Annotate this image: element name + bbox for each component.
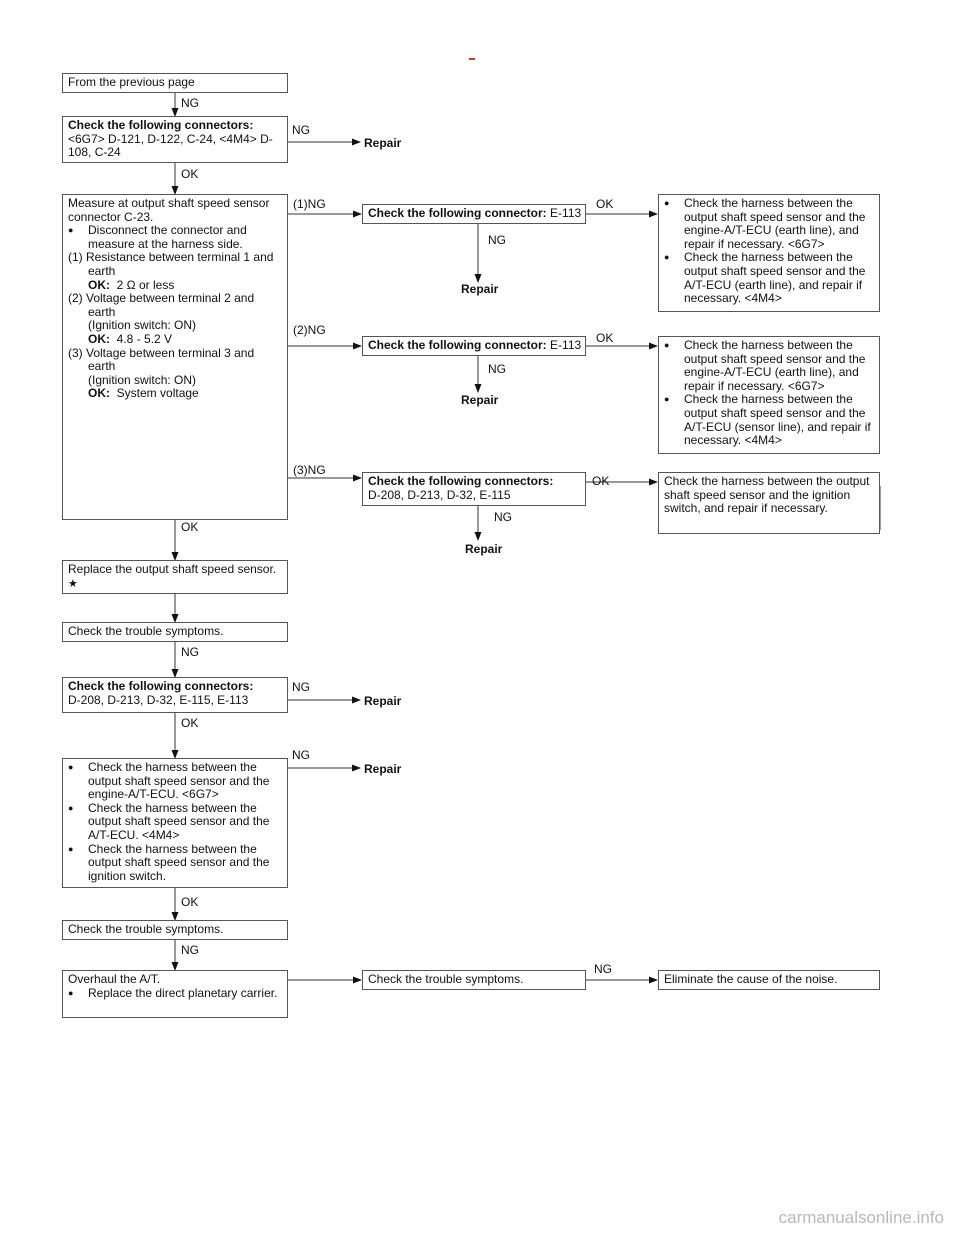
label-ng-harness: NG: [292, 748, 310, 762]
replace-sensor-box: Replace the output shaft speed sensor. ★: [62, 560, 288, 594]
label-ng-e113b: NG: [488, 362, 506, 376]
check-connector-e113-box-2: Check the following connector: E-113: [362, 336, 586, 356]
check-connectors-box-3: Check the following connectors: D-208, D-213, D-32, E-115: [362, 472, 586, 506]
repair-label-3: Repair: [461, 393, 499, 407]
label-ok-e113b: OK: [596, 331, 614, 345]
label-ok-measure: OK: [181, 520, 199, 534]
label-ng-1: (1)NG: [293, 197, 326, 211]
check-trouble-box-1: Check the trouble symptoms.: [62, 622, 288, 642]
check-connector-e113-box-1: Check the following connector: E-113: [362, 204, 586, 224]
check-trouble-box-3: Check the trouble symptoms.: [362, 970, 586, 990]
label-ng-3: (3)NG: [293, 463, 326, 477]
overhaul-box: Overhaul the A/T. ● Replace the direct planetary carrier.: [62, 970, 288, 1018]
harness-box-a: ● Check the harness between the output shaft speed sensor and the engine-A/T-ECU (earth line), and repair if necessary. <6G7> ● Check the harness between the output shaft speed sensor and the A/T-ECU (earth line), and repair if necessary. <4M4>: [658, 194, 880, 312]
harness-box-b: ● Check the harness between the output shaft speed sensor and the engine-A/T-ECU (earth line), and repair if necessary. <6G7> ● Check the harness between the output shaft speed sensor and the A/T-ECU (sensor line), and repair if necessary. <4M4>: [658, 336, 880, 454]
repair-label-2: Repair: [461, 282, 499, 296]
label-ng-conn1: NG: [292, 123, 310, 137]
harness-check-box: ● Check the harness between the output shaft speed sensor and the engine-A/T-ECU. <6G7> ● Check the harness between the output shaft speed sensor and the A/T-ECU. <4M4> ● Check the harness between the output shaft speed sensor and the ignition switch.: [62, 758, 288, 888]
check-connectors-box-4: Check the following connectors: D-208, D-213, D-32, E-115, E-113: [62, 677, 288, 713]
eliminate-cause-box: Eliminate the cause of the noise.: [658, 970, 880, 990]
label-ok-conn1: OK: [181, 167, 199, 181]
label-ng-prev: NG: [181, 96, 199, 110]
check-trouble-box-2: Check the trouble symptoms.: [62, 920, 288, 940]
watermark: carmanualsonline.info: [778, 1208, 944, 1227]
measure-box: Measure at output shaft speed sensor connector C-23. ● Disconnect the connector and measure at the harness side. (1) Resistance between terminal 1 and earth OK: 2 Ω or less (2) Voltage between terminal 2 and earth (Ignition switch: ON) OK: 4.8 - 5.2 V (3) Voltage between terminal 3 and earth (Ignition switch: ON) OK: System voltage: [62, 194, 288, 520]
label-ng-trouble1: NG: [181, 645, 199, 659]
label-ok-e113a: OK: [596, 197, 614, 211]
label-ng-conn3: NG: [494, 510, 512, 524]
label-ok-conn4: OK: [181, 716, 199, 730]
repair-label-4: Repair: [465, 542, 503, 556]
label-ok-conn3: OK: [592, 474, 610, 488]
from-previous-page-box: From the previous page: [62, 73, 288, 93]
repair-label-5: Repair: [364, 694, 402, 708]
repair-label-6: Repair: [364, 762, 402, 776]
label-ng-2: (2)NG: [293, 323, 326, 337]
label-ng-trouble2: NG: [181, 943, 199, 957]
label-ng-conn4: NG: [292, 680, 310, 694]
check-connectors-box-1: Check the following connectors: <6G7> D-121, D-122, C-24, <4M4> D-108, C-24: [62, 116, 288, 163]
label-ng-e113a: NG: [488, 233, 506, 247]
label-ok-harness: OK: [181, 895, 199, 909]
label-ng-trouble3: NG: [594, 962, 612, 976]
star-icon: ★: [68, 577, 78, 590]
harness-box-c: Check the harness between the output shaft speed sensor and the ignition switch, and repair if necessary.: [658, 472, 880, 534]
repair-label-1: Repair: [364, 136, 402, 150]
